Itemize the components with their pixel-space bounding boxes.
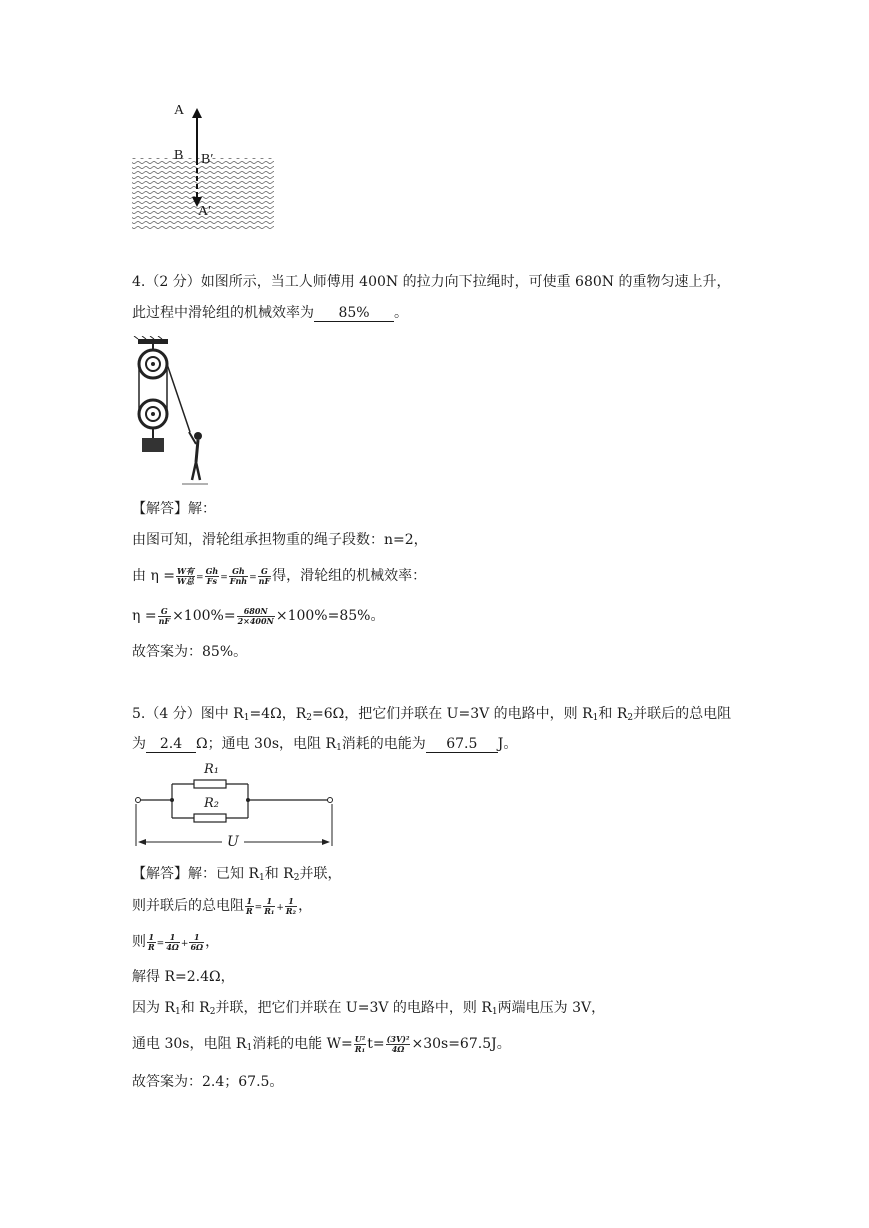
q4-stem-pre: 此过程中滑轮组的机械效率为	[132, 305, 314, 321]
q4-frac-gh-fnh: $\frac{Gh}{\text{Fnh}}$	[229, 565, 248, 586]
solid-arrow-head	[192, 108, 202, 118]
q5-solution-line-1: 【解答】解：已知 $R_1$和 $R_2$并联，	[132, 866, 342, 883]
q4-eta-prefix: 由 η =	[132, 568, 176, 584]
q5-stem-line-2: 为 2.4 Ω；通电 30s，电阻 $R_1$消耗的电能为 67.5 J。	[132, 736, 518, 753]
q5-solution-line-6: 通电 30s，电阻 $R_1$消耗的电能 W= $\frac{\text{U²}}{\text{R₁}}$ t= $\frac{\text{(3V)²}}{4\Omega}$ ×30s=67.5J。	[132, 1033, 511, 1054]
q4-frac-numbers: $\frac{680N}{2\times 400N}$	[237, 605, 274, 626]
label-b: B	[174, 148, 184, 163]
q5-frac-1-r2: $\frac{1}{\text{R₂}}$	[285, 895, 297, 916]
q4-stem-line-2	[132, 303, 408, 323]
pulley-figure	[132, 336, 212, 486]
q5-frac-3v2-4: $\frac{\text{(3V)²}}{4\Omega}$	[386, 1033, 410, 1054]
q4-stem-post: 。	[394, 305, 408, 321]
q5-frac-1-6: $\frac{1}{6\Omega}$	[190, 931, 204, 952]
q5-frac-1-r1: $\frac{1}{\text{R₁}}$	[264, 895, 275, 916]
q5-solution-line-2: 则并联后的总电阻 $\frac{1}{R}$ = $\frac{1}{\text{R₁}}$ + $\frac{1}{\text{R₂}}$ ，	[132, 895, 313, 916]
q5-answer-2: 67.5	[426, 736, 498, 753]
q5-frac-1-4: $\frac{1}{4\Omega}$	[166, 931, 179, 952]
q5-answer-1: 2.4	[146, 736, 196, 753]
mirror-figure	[128, 100, 278, 235]
q4-frac-g-nf-2: $\frac{G}{nF}$	[158, 605, 171, 626]
circuit-u-label: U	[227, 834, 239, 850]
q4-stem-line-1: 4.（2 分）如图所示，当工人师傅用 400N 的拉力向下拉绳时，可使重 680N 的重物匀速上升，	[132, 274, 731, 290]
label-a: A	[174, 103, 185, 118]
circuit-r1-label: R₁	[204, 762, 219, 777]
label-a-prime: A′	[198, 204, 212, 219]
q5-solution-line-4: 解得 R=2.4Ω，	[132, 969, 235, 985]
q4-frac-gh-fs: $\frac{Gh}{Fs}$	[205, 565, 219, 586]
q5-frac-1-r: $\frac{1}{R}$	[246, 895, 253, 916]
q5-frac-u2-r1: $\frac{\text{U²}}{\text{R₁}}$	[354, 1033, 366, 1054]
q4-frac-g-nf: $\frac{G}{nF}$	[258, 565, 271, 586]
label-b-prime: B′	[201, 152, 214, 167]
q4-solution-line-1: 由图可知，滑轮组承担物重的绳子段数：n=2，	[132, 532, 428, 548]
q4-solution-heading: 【解答】解：	[132, 501, 216, 517]
q4-answer: 85%	[314, 305, 394, 322]
resistor-r2	[194, 814, 226, 822]
load-block	[142, 438, 164, 452]
q5-solution-line-3: 则 $\frac{1}{R}$ = $\frac{1}{4\Omega}$ + $\frac{1}{6\Omega}$ ，	[132, 931, 220, 952]
left-terminal	[136, 798, 141, 803]
pull-rope	[167, 364, 190, 432]
q4-solution-line-2: 由 η = $\frac{\text{W有}}{\text{W总}}$ = $\frac{Gh}{Fs}$ = $\frac{Gh}{\text{Fnh}}$ = $\frac{G}{nF}$ 得，滑轮组的机械效率：	[132, 565, 427, 586]
q4-conclusion: 故答案为：85%。	[132, 644, 248, 660]
circuit-r2-label: R₂	[204, 796, 219, 811]
worker-head	[194, 432, 202, 440]
circuit-figure	[130, 760, 340, 855]
q5-solution-line-5: 因为 $R_1$和 $R_2$并联，把它们并联在 U=3V 的电路中，则 $R_1$两端电压为 3V，	[132, 1000, 606, 1017]
q4-line-3-mid: ×100%=	[172, 608, 236, 624]
resistor-r1	[194, 780, 226, 788]
right-terminal	[328, 798, 333, 803]
q4-eta: η =	[132, 608, 157, 624]
pulley-figure-svg	[132, 336, 212, 486]
q4-solution-line-3	[132, 606, 384, 626]
ceiling	[138, 339, 168, 344]
q4-line-3-post: ×100%=85%。	[275, 608, 385, 624]
q4-frac-w: $\frac{\text{W有}}{\text{W总}}$	[177, 565, 195, 586]
q5-conclusion: 故答案为：2.4；67.5。	[132, 1074, 284, 1090]
q5-stem-line-1: 5.（4 分）图中 $R_1=4\Omega$，$R_2=6\Omega$，把它们并联在 U=3V 的电路中，则 $R_1$和 $R_2$并联后的总电阻	[132, 706, 732, 723]
q4-line-2-post: 得，滑轮组的机械效率：	[272, 568, 427, 584]
q5-frac-1-r-b: $\frac{1}{R}$	[148, 931, 155, 952]
